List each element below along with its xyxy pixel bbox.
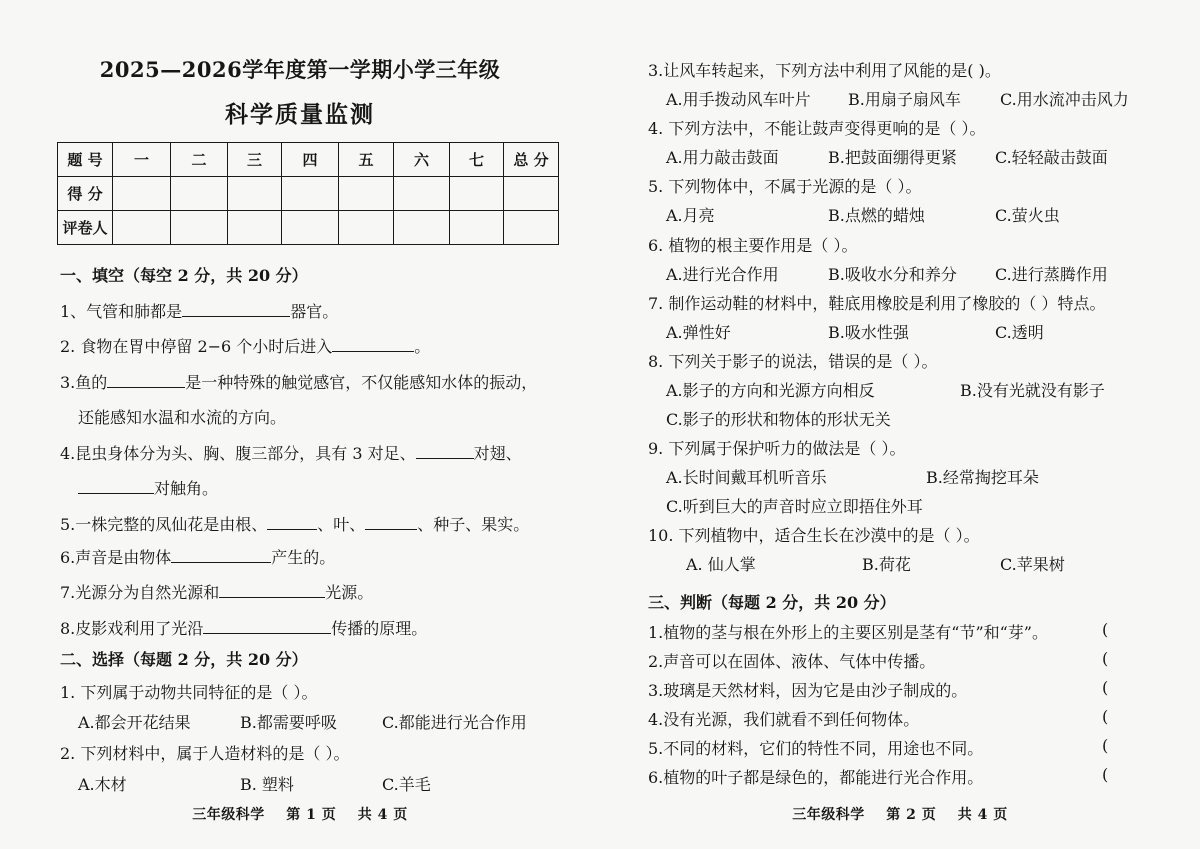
question-text: 1、气管和肺都是 [60,302,183,321]
question-text: 。 [414,337,431,356]
choice-question-1-stem: 1. 下列属于动物共同特征的是（ ）。 [60,683,318,702]
choice-question-3-stem: 3.让风车转起来，下列方法中利用了风能的是( )。 [648,61,1001,80]
score-header-cell: 总 分 [504,143,559,177]
answer-blank[interactable] [203,617,331,634]
choice-10-option-a[interactable]: A. 仙人掌 [686,555,756,574]
question-text: 器官。 [290,302,339,321]
choice-question-2-stem: 2. 下列材料中，属于人造材料的是（ ）。 [60,744,350,763]
judge-answer-paren-5[interactable]: ( [1102,736,1109,755]
score-header-cell: 五 [339,143,394,177]
grader-cell[interactable] [171,211,228,245]
choice-question-4-stem: 4. 下列方法中，不能让鼓声变得更响的是（ ）。 [648,119,986,138]
grader-cell[interactable] [394,211,450,245]
answer-blank[interactable] [107,371,185,388]
grader-row-label: 评卷人 [58,211,113,245]
fill-question-3 [60,370,537,393]
question-text: 是一种特殊的触觉感官，不仅能感知水体的振动， [185,373,538,392]
score-cell[interactable] [282,177,339,211]
page-2 [600,0,1200,849]
answer-blank[interactable] [267,513,317,530]
judge-item-6: 6.植物的叶子都是绿色的，都能进行光合作用。 [648,768,984,787]
choice-5-option-a[interactable]: A.月亮 [666,206,715,225]
question-text: 对翅、 [473,444,522,463]
score-table [57,142,559,245]
judge-answer-paren-6[interactable]: ( [1102,765,1109,784]
section-judge-title: 三、判断（每题 2 分，共 20 分） [648,593,896,612]
answer-blank[interactable] [365,513,417,530]
judge-answer-paren-1[interactable]: ( [1102,620,1109,639]
choice-4-option-c[interactable]: C.轻轻敲击鼓面 [995,148,1108,167]
question-text: 2. 食物在胃中停留 2−6 个小时后进入 [60,337,333,356]
fill-question-1 [60,299,338,322]
question-text: 3.鱼的 [60,373,108,392]
choice-1-option-a[interactable]: A.都会开花结果 [78,713,191,732]
score-cell[interactable] [171,177,228,211]
choice-8-option-b[interactable]: B.没有光就没有影子 [960,381,1105,400]
judge-answer-paren-4[interactable]: ( [1102,707,1109,726]
choice-9-option-a[interactable]: A.长时间戴耳机听音乐 [666,468,827,487]
choice-1-option-b[interactable]: B.都需要呼吸 [240,713,337,732]
score-header-cell: 一 [113,143,171,177]
question-text: 传播的原理。 [331,619,428,638]
judge-item-1: 1.植物的茎与根在外形上的主要区别是茎有“节”和“芽”。 [648,623,1048,642]
choice-question-8-stem: 8. 下列关于影子的说法，错误的是（ ）。 [648,352,938,371]
choice-question-10-stem: 10. 下列植物中，适合生长在沙漠中的是（ ）。 [648,526,980,545]
choice-6-option-a[interactable]: A.进行光合作用 [666,265,779,284]
score-header-cell: 七 [450,143,504,177]
choice-6-option-c[interactable]: C.进行蒸腾作用 [995,265,1108,284]
choice-7-option-a[interactable]: A.弹性好 [666,323,731,342]
fill-question-2 [60,334,430,357]
page-footer: 三年级科学 第 1 页 共 4 页 [192,807,408,823]
score-row-label: 得 分 [58,177,113,211]
choice-2-option-b[interactable]: B. 塑料 [240,775,294,794]
choice-8-option-a[interactable]: A.影子的方向和光源方向相反 [666,381,875,400]
choice-4-option-b[interactable]: B.把鼓面绷得更紧 [828,148,957,167]
choice-9-option-b[interactable]: B.经常掏挖耳朵 [926,468,1039,487]
score-table-header-row [58,143,559,177]
fill-question-6 [60,545,335,568]
choice-2-option-c[interactable]: C.羊毛 [382,775,431,794]
question-text: 、种子、果实。 [417,515,530,534]
answer-blank[interactable] [219,581,325,598]
choice-question-9-stem: 9. 下列属于保护听力的做法是（ ）。 [648,439,906,458]
fill-question-3-cont: 还能感知水温和水流的方向。 [78,408,287,427]
page-footer: 三年级科学 第 2 页 共 4 页 [792,807,1008,823]
question-text: 光源。 [325,583,374,602]
choice-6-option-b[interactable]: B.吸收水分和养分 [828,265,957,284]
score-header-cell: 四 [282,143,339,177]
exam-subtitle: 科学质量监测 [225,101,375,128]
choice-3-option-c[interactable]: C.用水流冲击风力 [1000,90,1129,109]
grader-cell[interactable] [504,211,559,245]
choice-3-option-a[interactable]: A.用手拨动风车叶片 [666,90,811,109]
score-header-cell: 二 [171,143,228,177]
judge-item-3: 3.玻璃是天然材料，因为它是由沙子制成的。 [648,681,968,700]
score-cell[interactable] [450,177,504,211]
score-header-cell: 题 号 [58,143,113,177]
question-text: 产生的。 [271,548,336,567]
choice-5-option-c[interactable]: C.萤火虫 [995,206,1060,225]
score-header-cell: 三 [228,143,282,177]
question-text: 对触角。 [154,479,219,498]
judge-answer-paren-2[interactable]: ( [1102,649,1109,668]
choice-question-6-stem: 6. 植物的根主要作用是（ ）。 [648,236,858,255]
question-text: 、叶、 [317,515,366,534]
answer-blank[interactable] [171,546,271,563]
fill-question-5 [60,512,529,535]
choice-3-option-b[interactable]: B.用扇子扇风车 [848,90,961,109]
judge-item-5: 5.不同的材料，它们的特性不同，用途也不同。 [648,739,984,758]
grader-cell[interactable] [228,211,282,245]
choice-2-option-a[interactable]: A.木材 [78,775,127,794]
score-cell[interactable] [228,177,282,211]
choice-question-7-stem: 7. 制作运动鞋的材料中，鞋底用橡胶是利用了橡胶的（ ）特点。 [648,294,1106,313]
answer-blank[interactable] [182,300,290,317]
grader-cell[interactable] [339,211,394,245]
grader-cell[interactable] [450,211,504,245]
section-fill-blank-title: 一、填空（每空 2 分，共 20 分） [60,266,308,285]
choice-8-option-c[interactable]: C.影子的形状和物体的形状无关 [666,410,891,429]
choice-5-option-b[interactable]: B.点燃的蜡烛 [828,206,925,225]
judge-answer-paren-3[interactable]: ( [1102,678,1109,697]
fill-question-8 [60,616,427,639]
score-cell[interactable] [113,177,171,211]
grader-cell[interactable] [282,211,339,245]
choice-9-option-c[interactable]: C.听到巨大的声音时应立即捂住外耳 [666,497,923,516]
fill-question-4 [60,441,522,464]
answer-blank[interactable] [332,335,414,352]
score-cell[interactable] [339,177,394,211]
score-row [58,177,559,211]
choice-7-option-c[interactable]: C.透明 [995,323,1044,342]
choice-10-option-c[interactable]: C.苹果树 [1000,555,1065,574]
grader-row [58,211,559,245]
question-text: 7.光源分为自然光源和 [60,583,220,602]
question-text: 6.声音是由物体 [60,548,172,567]
grader-cell[interactable] [113,211,171,245]
score-cell[interactable] [504,177,559,211]
exam-title: 2025—2026学年度第一学期小学三年级 [99,57,501,82]
fill-question-4-cont [78,476,218,499]
answer-blank[interactable] [78,477,154,494]
judge-item-4: 4.没有光源，我们就看不到任何物体。 [648,710,920,729]
fill-question-7 [60,580,373,603]
score-cell[interactable] [394,177,450,211]
choice-7-option-b[interactable]: B.吸水性强 [828,323,909,342]
choice-1-option-c[interactable]: C.都能进行光合作用 [382,713,527,732]
section-choice-title: 二、选择（每题 2 分，共 20 分） [60,650,308,669]
judge-item-2: 2.声音可以在固体、液体、气体中传播。 [648,652,936,671]
answer-blank[interactable] [416,442,474,459]
question-text: 8.皮影戏利用了光沿 [60,619,204,638]
choice-4-option-a[interactable]: A.用力敲击鼓面 [666,148,779,167]
choice-10-option-b[interactable]: B.荷花 [862,555,911,574]
question-text: 4.昆虫身体分为头、胸、腹三部分，具有 3 对足、 [60,444,416,463]
choice-question-5-stem: 5. 下列物体中，不属于光源的是（ ）。 [648,177,922,196]
question-text: 5.一株完整的凤仙花是由根、 [60,515,268,534]
score-header-cell: 六 [394,143,450,177]
